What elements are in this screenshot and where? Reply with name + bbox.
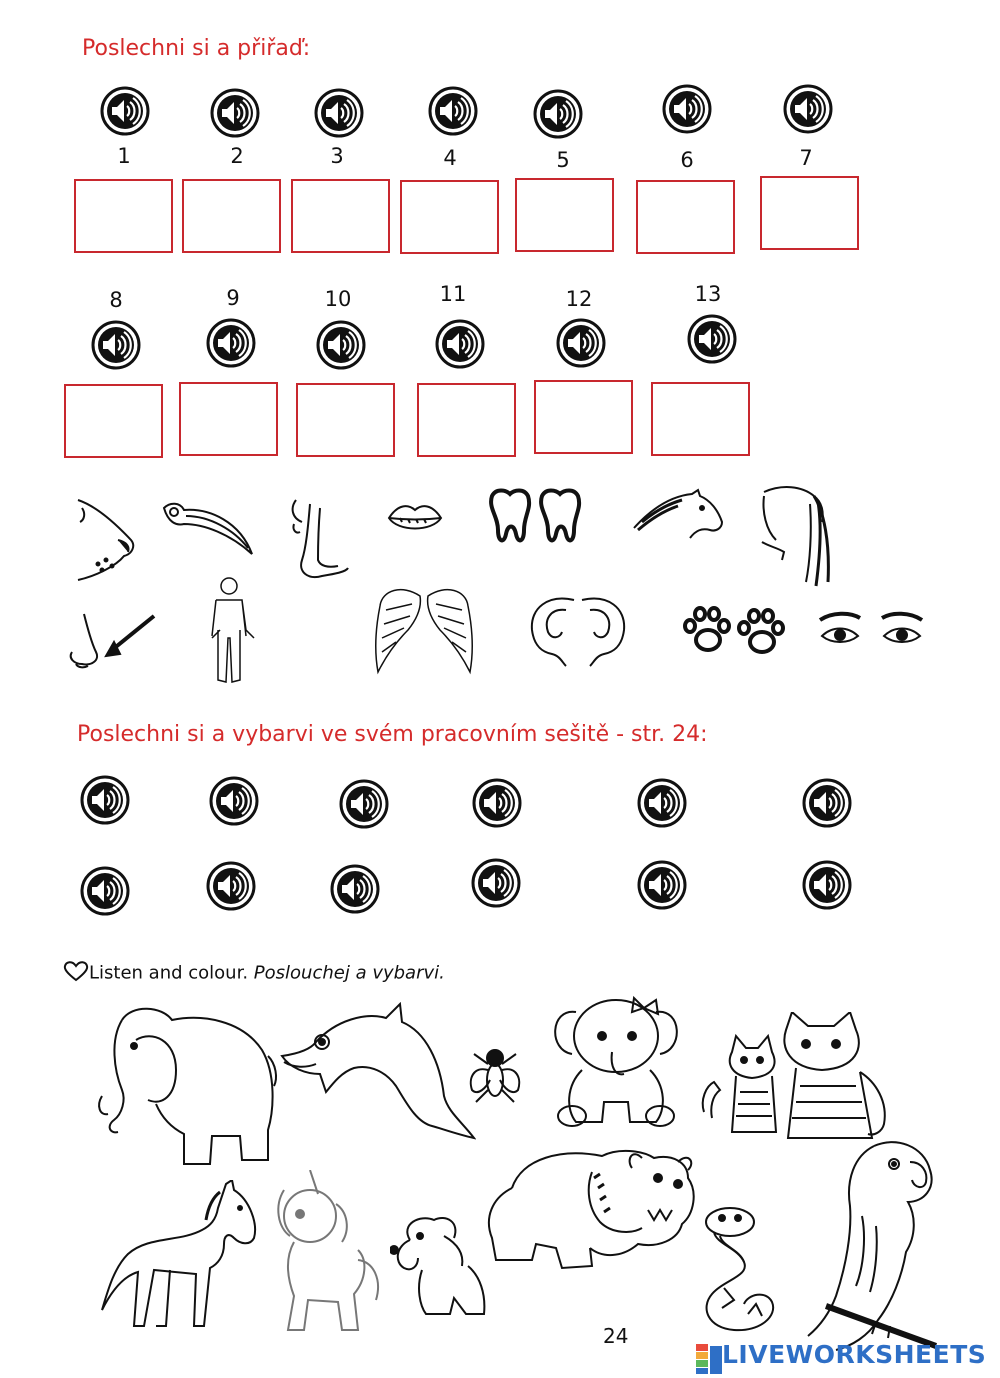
- unicorn-picture: [264, 1170, 384, 1340]
- item-number-8: 8: [109, 288, 123, 312]
- speaker-icon[interactable]: [662, 84, 712, 134]
- paws-picture: [682, 604, 792, 658]
- speaker-icon[interactable]: [100, 86, 150, 136]
- speaker-icon[interactable]: [209, 776, 259, 826]
- answer-box-4[interactable]: [400, 180, 499, 254]
- toucan-beak-picture: [160, 500, 256, 558]
- snake-picture: [694, 1204, 784, 1334]
- dog-snout-picture: [76, 496, 136, 582]
- item-number-9: 9: [226, 286, 240, 310]
- item-number-10: 10: [324, 287, 352, 311]
- item-number-6: 6: [680, 148, 694, 172]
- answer-box-12[interactable]: [534, 380, 633, 454]
- elephant-picture: [92, 1000, 282, 1170]
- horse-tail-picture: [758, 482, 834, 592]
- brand-footer[interactable]: [696, 1340, 986, 1374]
- answer-box-7[interactable]: [760, 176, 859, 250]
- item-number-5: 5: [556, 148, 570, 172]
- answer-box-11[interactable]: [417, 383, 516, 457]
- answer-box-2[interactable]: [182, 179, 281, 253]
- activity-text-en: Listen and colour.: [89, 962, 249, 984]
- answer-box-9[interactable]: [179, 382, 278, 456]
- section1-heading: Poslechni si a přiřaď:: [82, 36, 311, 61]
- speaker-icon[interactable]: [428, 86, 478, 136]
- answer-box-10[interactable]: [296, 383, 395, 457]
- speaker-icon[interactable]: [472, 778, 522, 828]
- fly-picture: [466, 1040, 524, 1108]
- item-number-13: 13: [694, 282, 722, 306]
- speaker-icon[interactable]: [687, 314, 737, 364]
- brand-name: LIVEWORKSHEETS: [722, 1340, 987, 1369]
- item-number-12: 12: [565, 287, 593, 311]
- answer-box-1[interactable]: [74, 179, 173, 253]
- speaker-icon[interactable]: [206, 861, 256, 911]
- speaker-icon[interactable]: [91, 320, 141, 370]
- speaker-icon[interactable]: [339, 779, 389, 829]
- speaker-icon[interactable]: [802, 860, 852, 910]
- speaker-icon[interactable]: [802, 778, 852, 828]
- parrot-picture: [806, 1136, 946, 1356]
- wings-picture: [372, 586, 476, 676]
- item-number-2: 2: [230, 144, 244, 168]
- liveworksheets-logo-icon: [696, 1344, 722, 1374]
- speaker-icon[interactable]: [80, 775, 130, 825]
- answer-box-8[interactable]: [64, 384, 163, 458]
- answer-box-6[interactable]: [636, 180, 735, 254]
- item-number-1: 1: [117, 144, 131, 168]
- horse-head-picture: [632, 488, 724, 542]
- speaker-icon[interactable]: [435, 319, 485, 369]
- elephant-trunk-picture: [288, 498, 352, 582]
- item-number-4: 4: [443, 146, 457, 170]
- answer-box-5[interactable]: [515, 178, 614, 252]
- page-number: 24: [603, 1324, 629, 1348]
- speaker-icon[interactable]: [637, 778, 687, 828]
- puppy-picture: [390, 1210, 490, 1320]
- section2-heading: Poslechni si a vybarvi ve svém pracovním sešitě - str. 24:: [77, 722, 708, 747]
- speaker-icon[interactable]: [316, 320, 366, 370]
- item-number-7: 7: [799, 146, 813, 170]
- eyes-picture: [816, 610, 926, 650]
- speaker-icon[interactable]: [330, 864, 380, 914]
- item-number-3: 3: [330, 144, 344, 168]
- speaker-icon[interactable]: [80, 866, 130, 916]
- answer-box-3[interactable]: [291, 179, 390, 253]
- answer-box-13[interactable]: [651, 382, 750, 456]
- teeth-picture: [486, 486, 586, 546]
- activity-instruction: [63, 960, 445, 987]
- dolphin-picture: [276, 1002, 476, 1142]
- human-body-picture: [196, 576, 262, 686]
- activity-text-cz: Poslouchej a vybarvi.: [253, 962, 445, 984]
- speaker-icon[interactable]: [210, 88, 260, 138]
- cats-picture: [696, 1012, 896, 1142]
- ears-picture: [528, 596, 628, 668]
- speaker-icon[interactable]: [556, 318, 606, 368]
- horse-picture: [94, 1180, 264, 1330]
- speaker-icon[interactable]: [783, 84, 833, 134]
- nose-picture: [62, 610, 162, 672]
- heart-icon: [63, 960, 89, 987]
- lips-picture: [386, 498, 444, 538]
- bulldog-picture: [482, 1148, 702, 1278]
- speaker-icon[interactable]: [533, 89, 583, 139]
- speaker-icon[interactable]: [471, 858, 521, 908]
- speaker-icon[interactable]: [206, 318, 256, 368]
- item-number-11: 11: [439, 282, 467, 306]
- speaker-icon[interactable]: [314, 88, 364, 138]
- speaker-icon[interactable]: [637, 860, 687, 910]
- baby-elephant-picture: [546, 990, 686, 1130]
